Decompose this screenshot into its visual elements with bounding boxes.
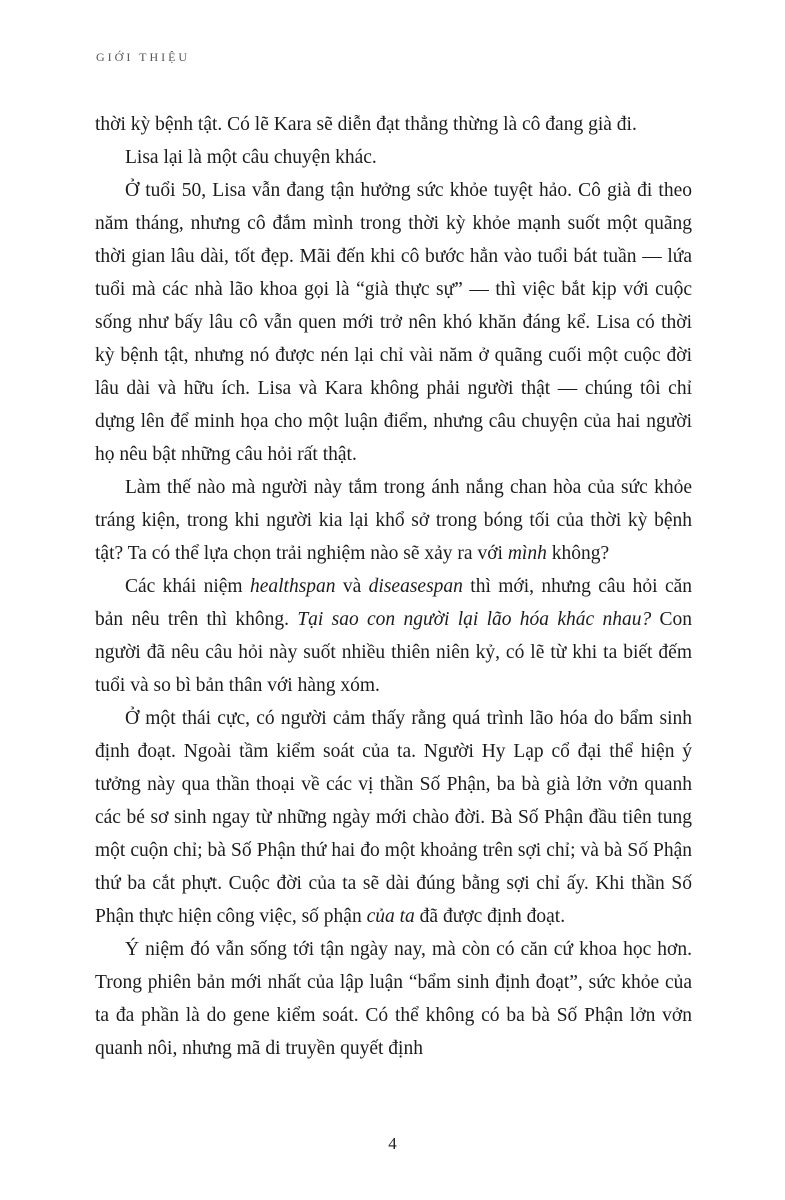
paragraph [95,570,692,702]
paragraph [95,702,692,933]
text-run: Con người đã nêu câu hỏi này suốt nhiều thiên niên kỷ, có lẽ từ khi ta biết đếm tuổi và so bì bản thân với hàng xóm. [95,609,693,696]
italic-text-run: mình [507,543,547,564]
italic-text-run: diseasespan [368,576,463,597]
body-text [95,108,692,1065]
italic-text-run: healthspan [249,576,336,597]
paragraph [95,141,692,174]
text-run: Làm thế nào mà người này tắm trong ánh nắng chan hòa của sức khỏe tráng kiện, trong khi người kia lại khổ sở trong bóng tối của thời kỳ bệnh tật? Ta có thể lựa chọn trải nghiệm nào sẽ xảy ra với [95,477,692,564]
text-run: đã được định đoạt. [414,906,566,927]
text-run: Các khái niệm [125,576,250,597]
italic-text-run: Tại sao con người lại lão hóa khác nhau? [297,609,652,630]
page-number: 4 [388,1134,397,1153]
text-run: thì mới, nhưng câu hỏi căn bản nêu trên thì không. [95,576,693,630]
running-head: GIỚI THIỆU [96,50,191,64]
italic-text-run: của ta [366,906,415,927]
paragraph [95,174,692,471]
paragraph [95,933,692,1065]
text-run: Lisa lại là một câu chuyện khác. [125,147,377,168]
text-run: Ở tuổi 50, Lisa vẫn đang tận hưởng sức khỏe tuyệt hảo. Cô già đi theo năm tháng, nhưng cô đắm mình trong thời kỳ khỏe mạnh suốt một quãng thời gian lâu dài, tốt đẹp. Mãi đến khi cô bước hẳn vào tuổi bát tuần — lứa tuổi mà các nhà lão khoa gọi là “già thực sự” — thì việc bắt kịp với cuộc sống như bấy lâu cô vẫn quen mới trở nên khó khăn đáng kể. Lisa có thời kỳ bệnh tật, nhưng nó được nén lại chỉ vài năm ở quãng cuối một cuộc đời lâu dài và hữu ích. Lisa và Kara không phải người thật — chúng tôi chỉ dựng lên để minh họa cho một luận điểm, nhưng câu chuyện của hai người họ nêu bật những câu hỏi rất thật. [95,180,692,465]
text-run: Ở một thái cực, có người cảm thấy rằng quá trình lão hóa do bẩm sinh định đoạt. Ngoài tầm kiểm soát của ta. Người Hy Lạp cổ đại thể hiện ý tưởng này qua thần thoại về các vị thần Số Phận, ba bà già lởn vởn quanh các bé sơ sinh ngay từ những ngày mới chào đời. Bà Số Phận đầu tiên tung một cuộn chỉ; bà Số Phận thứ hai đo một khoảng trên sợi chỉ; và bà Số Phận thứ ba cắt phựt. Cuộc đời của ta sẽ dài đúng bằng sợi chỉ ấy. Khi thần Số Phận thực hiện công việc, số phận [95,708,692,927]
text-run: thời kỳ bệnh tật. Có lẽ Kara sẽ diễn đạt thẳng thừng là cô đang già đi. [95,114,637,135]
text-run: Ý niệm đó vẫn sống tới tận ngày nay, mà còn có căn cứ khoa học hơn. Trong phiên bản mới nhất của lập luận “bẩm sinh định đoạt”, sức khỏe của ta đa phần là do gene kiểm soát. Có thể không có ba bà Số Phận lởn vởn quanh nôi, nhưng mã di truyền quyết định [95,939,692,1059]
paragraph [95,108,692,141]
text-run: và [335,576,369,597]
text-run: không? [546,543,610,564]
paragraph [95,471,692,570]
